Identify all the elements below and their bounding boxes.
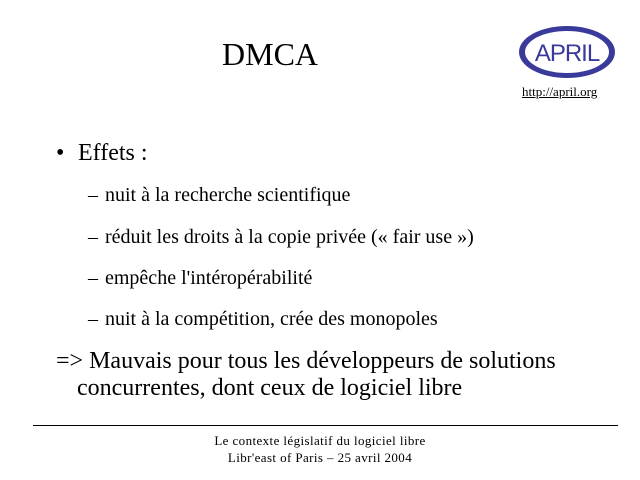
slide-title: DMCA (222, 36, 319, 72)
bullet-item-effets (56, 138, 616, 168)
conclusion-line: => Mauvais pour tous les développeurs de solutions (56, 348, 556, 374)
logo-text: APRIL (534, 40, 600, 67)
sub-item (88, 225, 474, 249)
sub-item-text: empêche l'intéropérabilité (105, 267, 313, 289)
bullet-dot-icon: • (56, 140, 65, 166)
footer (0, 432, 640, 466)
sub-item-text: nuit à la compétition, crée des monopoles (105, 308, 438, 330)
footer-line: Libr'east of Paris – 25 avril 2004 (227, 450, 413, 465)
sub-item-text: réduit les droits à la copie privée (« fair use ») (105, 226, 474, 248)
conclusion-line: concurrentes, dont ceux de logiciel libre (77, 375, 463, 401)
conclusion (56, 348, 616, 402)
dash-icon: – (88, 184, 98, 206)
april-link[interactable]: http://april.org (522, 84, 598, 99)
footer-divider (33, 425, 618, 426)
sub-item (88, 307, 438, 331)
sub-item (88, 183, 350, 207)
bullet-label: Effets : (78, 140, 148, 166)
sub-item-text: nuit à la recherche scientifique (105, 184, 351, 206)
sub-item (88, 266, 312, 290)
bullet-list (56, 138, 616, 168)
dash-icon: – (88, 267, 98, 289)
april-logo (517, 24, 617, 80)
footer-line: Le contexte législatif du logiciel libre (214, 433, 426, 448)
dash-icon: – (88, 226, 98, 248)
dash-icon: – (88, 308, 98, 330)
